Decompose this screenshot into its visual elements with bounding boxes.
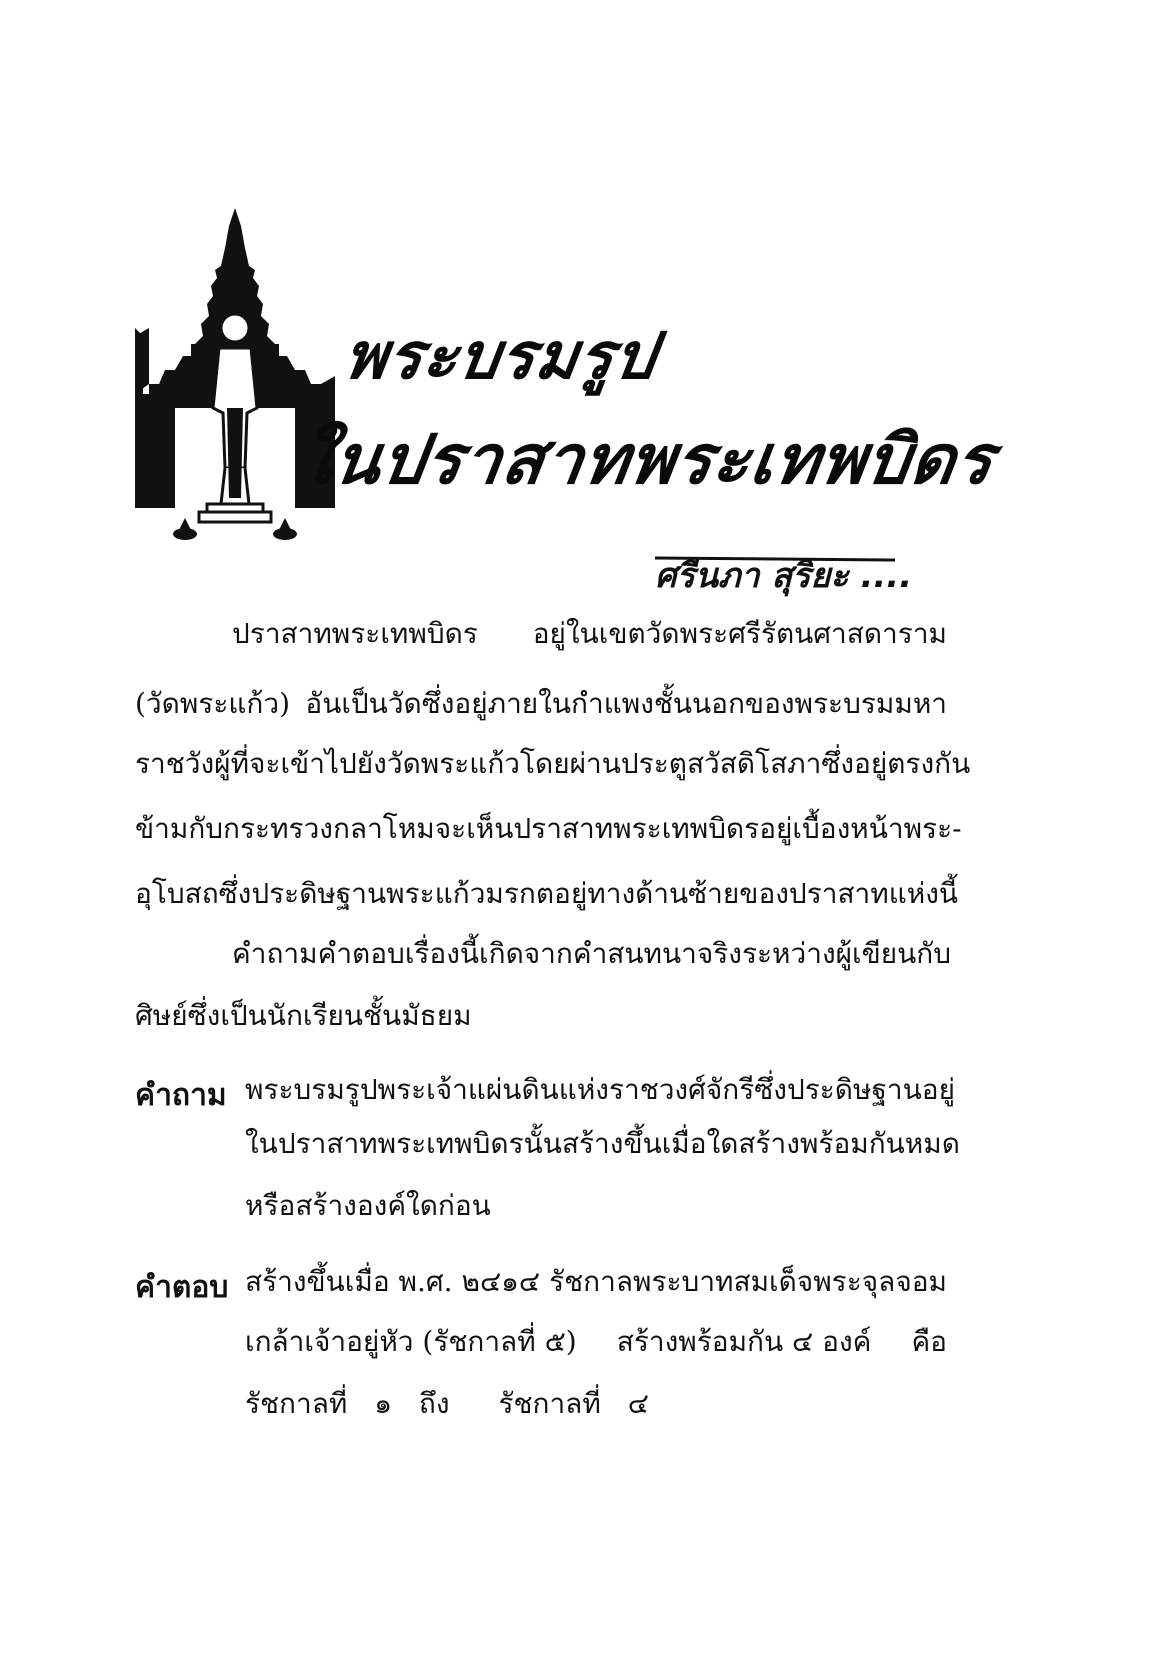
text-segment: พระบรมรูปพระเจ้าแผ่นดินแห่งราชวงศ์จักรีซึ่งประดิษฐานอยู่ — [245, 1073, 955, 1106]
intro-line — [135, 747, 971, 780]
text-segment: รัชกาลที่ ๑ ถึง — [245, 1387, 450, 1420]
answer-line — [245, 1325, 947, 1358]
text-segment: รัชกาลพระบาทสมเด็จพระจุลจอม — [549, 1265, 947, 1298]
text-segment: ระหว่างผู้เขียนกับ — [741, 937, 952, 970]
text-segment: ข้ามกับกระทรวงกลาโหม — [135, 812, 435, 845]
text-segment: รัชกาลที่ ๔ — [498, 1387, 649, 1420]
author-byline: ศรีนภา สุริยะ .... — [655, 556, 913, 596]
question-line — [245, 1073, 955, 1106]
text-segment: ในปราสาทพระเทพบิดรนั้นสร้างขึ้นเมื่อใด — [245, 1127, 739, 1160]
text-segment: ซึ่งประดิษฐานพระแก้วมรกตอยู่ทางด้านซ้ายของปราสาทแห่งนี้ — [218, 877, 959, 910]
question-label: คำถาม — [135, 1078, 227, 1113]
text-segment: ราชวัง — [135, 747, 215, 780]
title-line-1: พระบรมรูป — [339, 320, 662, 394]
question-line — [245, 1189, 491, 1222]
title-line-2: ในปราสาทพระเทพบิดร — [294, 421, 1000, 500]
text-segment: อุโบสถ — [135, 877, 219, 910]
answer-line — [245, 1387, 649, 1420]
intro-line — [232, 617, 947, 650]
answer-line — [245, 1265, 947, 1298]
text-segment: ผู้ที่จะเข้าไปยังวัดพระแก้วโดยผ่านประตูสวัสดิโสภาซึ่งอยู่ตรงกัน — [214, 747, 971, 780]
text-segment: (วัดพระแก้ว) — [135, 687, 291, 720]
text-segment: คำถามคำตอบเรื่องนี้เกิดจากคำสนทนาจริง — [232, 937, 742, 970]
text-segment: อันเป็นวัดซึ่งอยู่ภายในกำแพงชั้นนอกของพระบรมมหา — [305, 687, 947, 720]
intro-line — [135, 687, 947, 720]
intro-line — [232, 937, 952, 970]
text-segment: พระ- — [903, 812, 962, 845]
text-segment: ศิษย์ซึ่งเป็นนักเรียนชั้นมัธยม — [135, 999, 472, 1032]
text-segment: หรือสร้างองค์ใดก่อน — [245, 1189, 491, 1222]
text-segment: คือ — [911, 1325, 947, 1358]
answer-label: คำตอบ — [135, 1270, 229, 1305]
intro-line — [135, 877, 959, 910]
intro-line — [135, 999, 472, 1032]
text-segment: ปราสาทพระเทพบิดร — [232, 617, 478, 650]
question-line — [245, 1127, 960, 1160]
text-segment: เกล้าเจ้าอยู่หัว (รัชกาลที่ ๕) — [245, 1325, 577, 1358]
text-segment: สร้างพร้อมกัน ๔ องค์ — [616, 1325, 872, 1358]
text-segment: จะเห็นปราสาทพระเทพบิดรอยู่เบื้องหน้า — [434, 812, 904, 845]
text-segment: สร้างพร้อมกันหมด — [738, 1127, 960, 1160]
text-segment: อยู่ในเขตวัดพระศรีรัตนศาสดาราม — [532, 617, 947, 650]
intro-line — [135, 812, 962, 845]
text-segment: สร้างขึ้นเมื่อ พ.ศ. ๒๔๑๔ — [245, 1265, 541, 1298]
